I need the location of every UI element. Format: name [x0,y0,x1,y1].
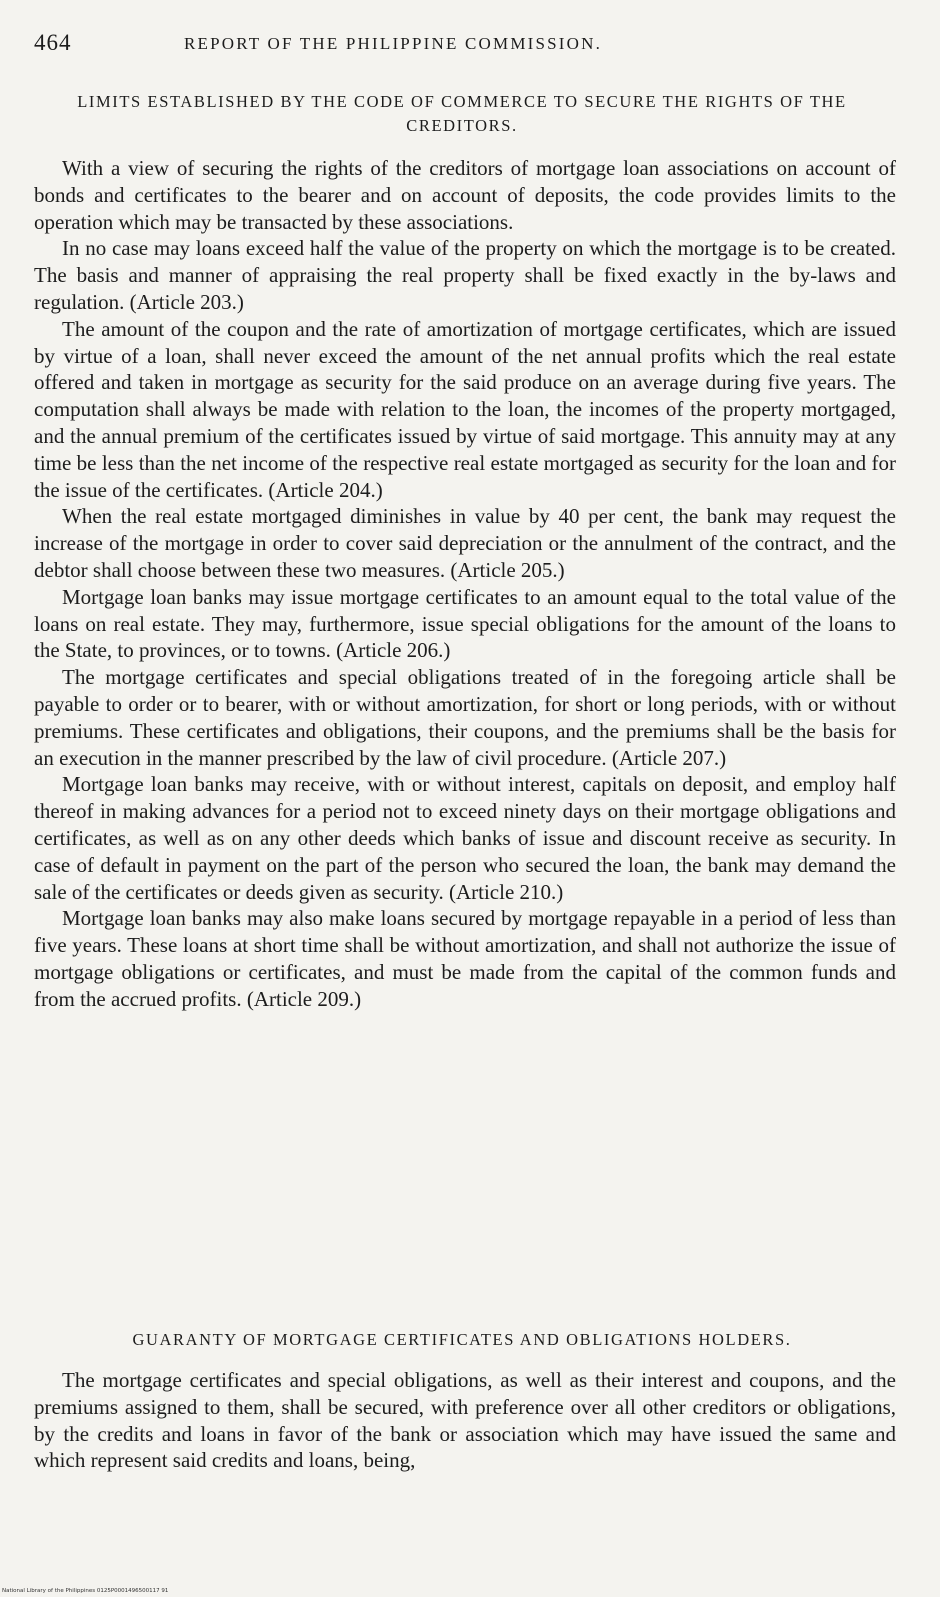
running-head: REPORT OF THE PHILIPPINE COMMISSION. [184,34,603,53]
paragraph: In no case may loans exceed half the value of the property on which the mortgage is to be created. The basis and manner of appraising the real property shall be fixed exactly in the by-laws and regulation. (Article 203.) [34,236,896,314]
paragraph: Mortgage loan banks may receive, with or without interest, capitals on deposit, and employ half thereof in making advances for a period not to exceed ninety days on their mortgage obligations and certificates, as well as on any other deeds which banks of issue and discount receive as security. In case of default in payment on the part of the person who secured the loan, the bank may demand the sale of the certificates or deeds given as security. (Article 210.) [34,772,896,904]
paragraph: The mortgage certificates and special obligations treated of in the foregoing article shall be payable to order or to bearer, with or without amortization, for short or long periods, with or without premiums. These certificates and obligations, their coupons, and the premiums shall be the basis for an execution in the manner prescribed by the law of civil procedure. (Article 207.) [34,665,896,770]
section-body-limits [34,155,896,1013]
paragraph: When the real estate mortgaged diminishes in value by 40 per cent, the bank may request the increase of the mortgage in order to cover said depreciation or the annulment of the contract, and the debtor shall choose between these two measures. (Article 205.) [34,504,896,582]
paragraph: With a view of securing the rights of the creditors of mortgage loan associations on account of bonds and certificates to the bearer and on account of deposits, the code provides limits to the operation which may be transacted by these associations. [34,156,896,234]
paragraph: Mortgage loan banks may also make loans secured by mortgage repayable in a period of less than five years. These loans at short time shall be without amortization, and shall not authorize the issue of mortgage obligations or certificates, and must be made from the capital of the common funds and from the accrued profits. (Article 209.) [34,906,896,1011]
page-number: 464 [34,30,72,55]
paragraph: The amount of the coupon and the rate of amortization of mortgage certificates, which are issued by virtue of a loan, shall never exceed the amount of the net annual profits which the real estate offered and taken in mortgage as security for the said produce on an average during five years. The computation shall always be made with relation to the loan, the incomes of the property mortgaged, and the annual premium of the certificates issued by virtue of said mortgage. This annuity may at any time be less than the net income of the respective real estate mortgaged as security for the loan and for the issue of the certificates. (Article 204.) [34,316,896,502]
scan-footer-note: National Library of the Philippines 0125P0001496500117 91 [2,1588,169,1594]
paragraph: The mortgage certificates and special obligations, as well as their interest and coupons, and the premiums assigned to them, shall be secured, with preference over all other creditors or obligations, by the credits and loans in favor of the bank or association which may have issued the same and which represent said credits and loans, being, [34,1368,896,1473]
paragraph: Mortgage loan banks may issue mortgage certificates to an amount equal to the total value of the loans on real estate. They may, furthermore, issue special obligations for the amount of the loans to the State, to provinces, or to towns. (Article 206.) [34,584,896,663]
page-header [34,30,890,60]
section-heading-limits: LIMITS ESTABLISHED BY THE CODE OF COMMERCE TO SECURE THE RIGHTS OF THE CREDITORS. [77,92,847,135]
section-heading-guaranty: GUARANTY OF MORTGAGE CERTIFICATES AND OBLIGATIONS HOLDERS. [132,1330,792,1349]
section-body-guaranty [34,1367,896,1474]
